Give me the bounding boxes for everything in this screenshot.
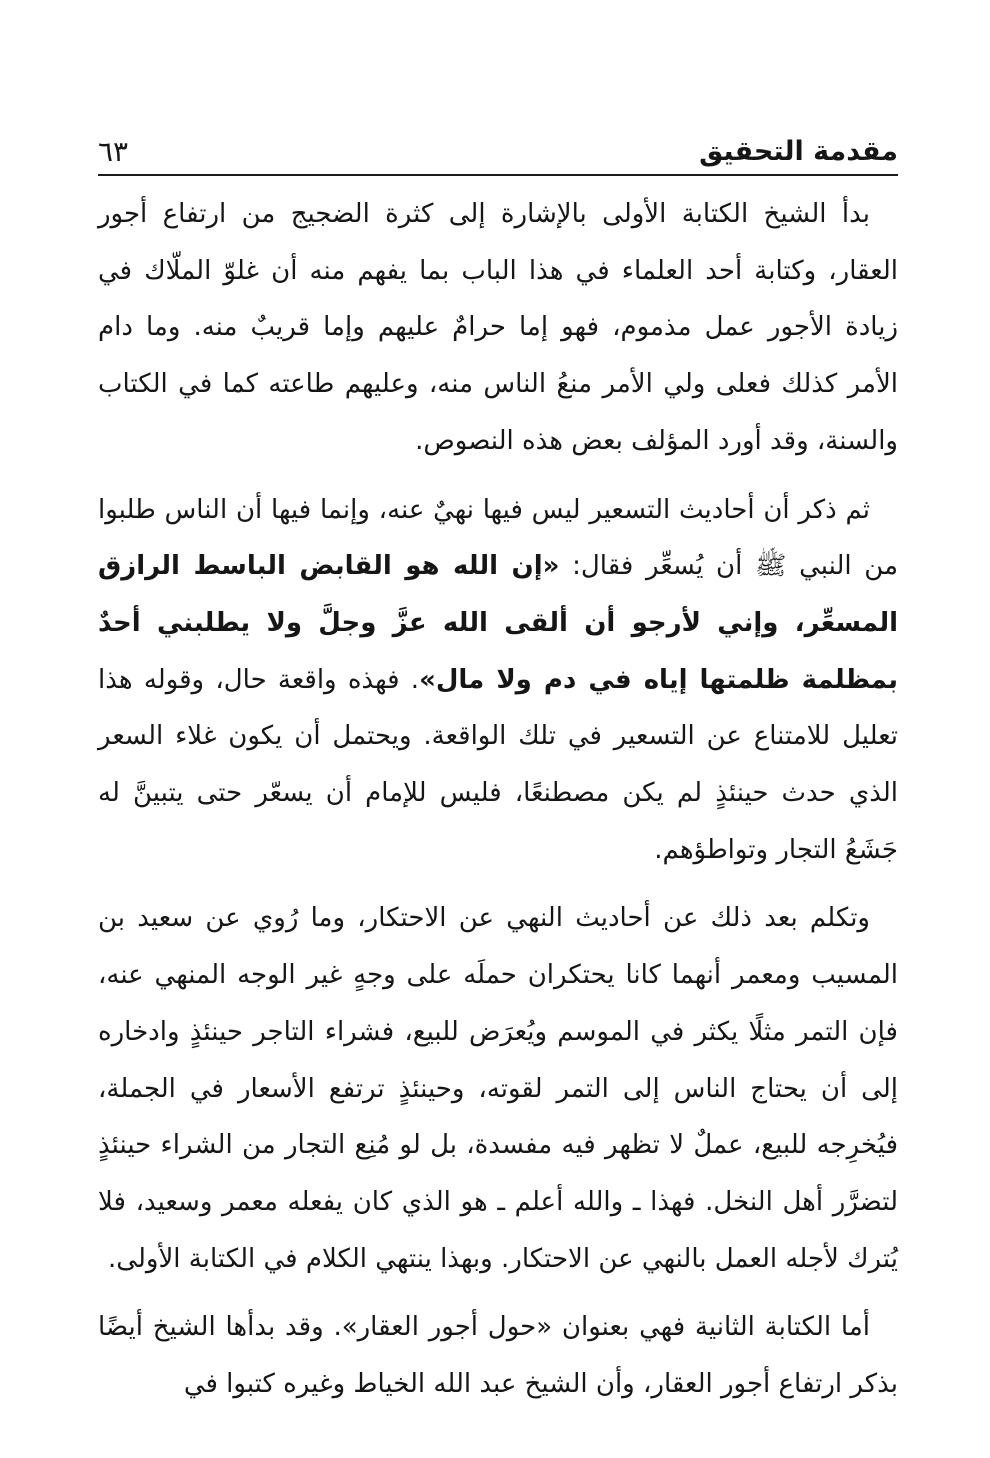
paragraph-2 — [98, 482, 898, 879]
paragraph-4: أما الكتابة الثانية فهي بعنوان «حول أجور العقار». وقد بدأها الشيخ أيضًا بذكر ارتفاع أجور العقار، وأن الشيخ عبد الله الخياط وغيره كتبوا في — [98, 1312, 898, 1400]
page-number: ٦٣ — [98, 135, 129, 168]
running-header-title: مقدمة التحقيق — [699, 136, 898, 167]
hadith-quote: «إن الله هو القابض الباسط الرازق المسعِّر، وإني لأرجو أن ألقى الله عزَّ وجلَّ ولا يطلبني أحدٌ بمظلمة ظلمتها إياه في دم ولا مال» — [98, 551, 898, 695]
header-divider — [98, 174, 898, 176]
paragraph-3: وتكلم بعد ذلك عن أحاديث النهي عن الاحتكار، وما رُوي عن سعيد بن المسيب ومعمر أنهما كانا يحتكران حملَه على وجهٍ غير الوجه المنهي عنه، فإن التمر مثلًا يكثر في الموسم ويُعرَض للبيع، فشراء التاجر حينئذٍ وادخاره إلى أن يحتاج الناس إلى التمر لقوته، وحينئذٍ ترتفع الأسعار في الجملة، فيُخرِجه للبيع، عملٌ لا تظهر فيه مفسدة، بل لو مُنِع التجار من الشراء حينئذٍ لتضرَّر أهل النخل. فهذا ـ والله أعلم ـ هو الذي كان يفعله معمر وسعيد، فلا يُترك لأجله العمل بالنهي عن الاحتكار. وبهذا ينتهي الكلام في الكتابة الأولى. — [98, 903, 898, 1274]
paragraph-2-lead: ثم ذكر أن أحاديث التسعير ليس فيها نهيٌ عنه، وإنما فيها أن الناس طلبوا من النبي ﷺ أن يُسعِّر فقال: — [98, 494, 899, 582]
paragraph-2-tail: . فهذه واقعة حال، وقوله هذا تعليل للامتناع عن التسعير في تلك الواقعة. ويحتمل أن يكون غلاء السعر الذي حدث حينئذٍ لم يكن مصطنعًا، فليس للإمام أن يسعّر حتى يتبينَّ له جَشَعُ التجار وتواطؤهم. — [98, 664, 898, 865]
page-header — [98, 124, 898, 172]
paragraph-1: بدأ الشيخ الكتابة الأولى بالإشارة إلى كثرة الضجيج من ارتفاع أجور العقار، وكتابة أحد العلماء في هذا الباب بما يفهم منه أن غلوّ الملّاك في زيادة الأجور عمل مذموم، فهو إما حرامٌ عليهم وإما قريبٌ منه. وما دام الأمر كذلك فعلى ولي الأمر منعُ الناس منه، وعليهم طاعته كما في الكتاب والسنة، وقد أورد المؤلف بعض هذه النصوص. — [98, 199, 898, 456]
page-body — [98, 186, 898, 1413]
